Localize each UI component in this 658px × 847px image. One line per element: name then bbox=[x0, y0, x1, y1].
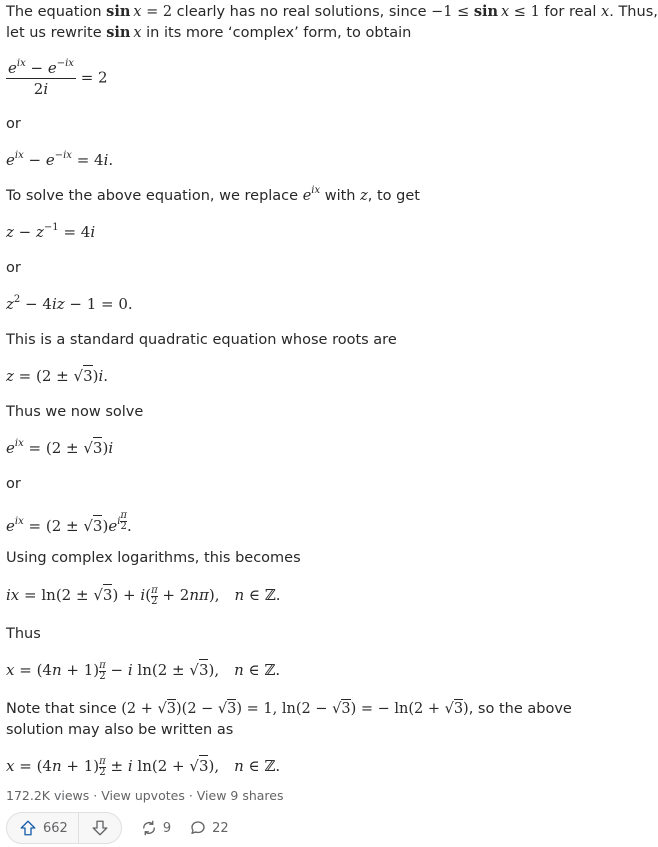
equation-8: x = (4n + 1) $\frac{\pi}{2} - i$ ln(2 ± √3), n ∈ ℤ. bbox=[6, 659, 281, 682]
view-shares-link[interactable]: View 9 shares bbox=[196, 788, 284, 803]
note-line-1: Note that since (2 + √3)(2 − √3) = 1, ln(2 − √3) = − ln(2 + √3), so the above bbox=[6, 701, 572, 717]
quadratic-line: This is a standard quadratic equation whose roots are bbox=[6, 332, 397, 348]
share-count: 9 bbox=[162, 820, 172, 836]
action-bar bbox=[6, 812, 229, 844]
equation-9: x = (4n + 1) $\frac{\pi}{2} \pm i$ ln(2 + √3), n ∈ ℤ. bbox=[6, 755, 281, 778]
or-text: or bbox=[6, 116, 21, 132]
or-text: or bbox=[6, 260, 21, 276]
vote-pill bbox=[6, 812, 122, 844]
comment-bubble-icon bbox=[189, 819, 207, 837]
upvote-button[interactable] bbox=[7, 813, 78, 843]
views-count: 172.2K views bbox=[6, 788, 90, 803]
equation-3: $z - z^{-1} = 4i$ bbox=[6, 222, 96, 241]
upvote-count: 662 bbox=[43, 820, 68, 836]
thus-solve-line: Thus we now solve bbox=[6, 404, 144, 420]
equation-7: ix = ln(2 ± √3) + i( $\frac{\pi}{2} + 2n\pi$), n ∈ ℤ. bbox=[6, 584, 281, 607]
equation-6: $e^{ix} = (2 \pm √3)e^{i \frac{\pi}{2}}$. bbox=[6, 510, 132, 535]
equation-5: $e^{ix} = (2 \pm √3)i$ bbox=[6, 438, 114, 457]
comment-button[interactable] bbox=[189, 819, 229, 837]
upvote-arrow-icon bbox=[19, 819, 37, 837]
intro-line-1: The equation sin x = 2 clearly has no real solutions, since −1 ≤ sin x ≤ 1 for real x. Thus, bbox=[6, 3, 658, 20]
share-cycle-icon bbox=[140, 819, 158, 837]
equation-2: $e^{ix} - e^{-ix} = 4i$. bbox=[6, 150, 114, 169]
view-upvotes-link[interactable]: View upvotes bbox=[101, 788, 185, 803]
equation-4: $z^2 - 4iz - 1 = 0$. bbox=[6, 294, 133, 313]
comment-count: 22 bbox=[212, 820, 229, 836]
replace-line: To solve the above equation, we replace $e^{ix}$ with z, to get bbox=[6, 185, 420, 204]
intro-line-2: let us rewrite sin x in its more ‘complex’ form, to obtain bbox=[6, 24, 412, 41]
downvote-arrow-icon bbox=[91, 819, 109, 837]
or-text: or bbox=[6, 476, 21, 492]
equation-roots: z = (2 ± √3)i. bbox=[6, 367, 109, 385]
equation-fraction: $\frac{e^{ix} - e^{-ix}}{2i}$ = 2 bbox=[8, 58, 108, 98]
thus-line: Thus bbox=[6, 626, 41, 642]
answer-stats: 172.2K views · View upvotes · View 9 shares bbox=[6, 788, 284, 803]
share-button[interactable] bbox=[140, 819, 171, 837]
downvote-button[interactable] bbox=[79, 813, 121, 843]
logs-line: Using complex logarithms, this becomes bbox=[6, 550, 301, 566]
note-line-2: solution may also be written as bbox=[6, 722, 234, 738]
